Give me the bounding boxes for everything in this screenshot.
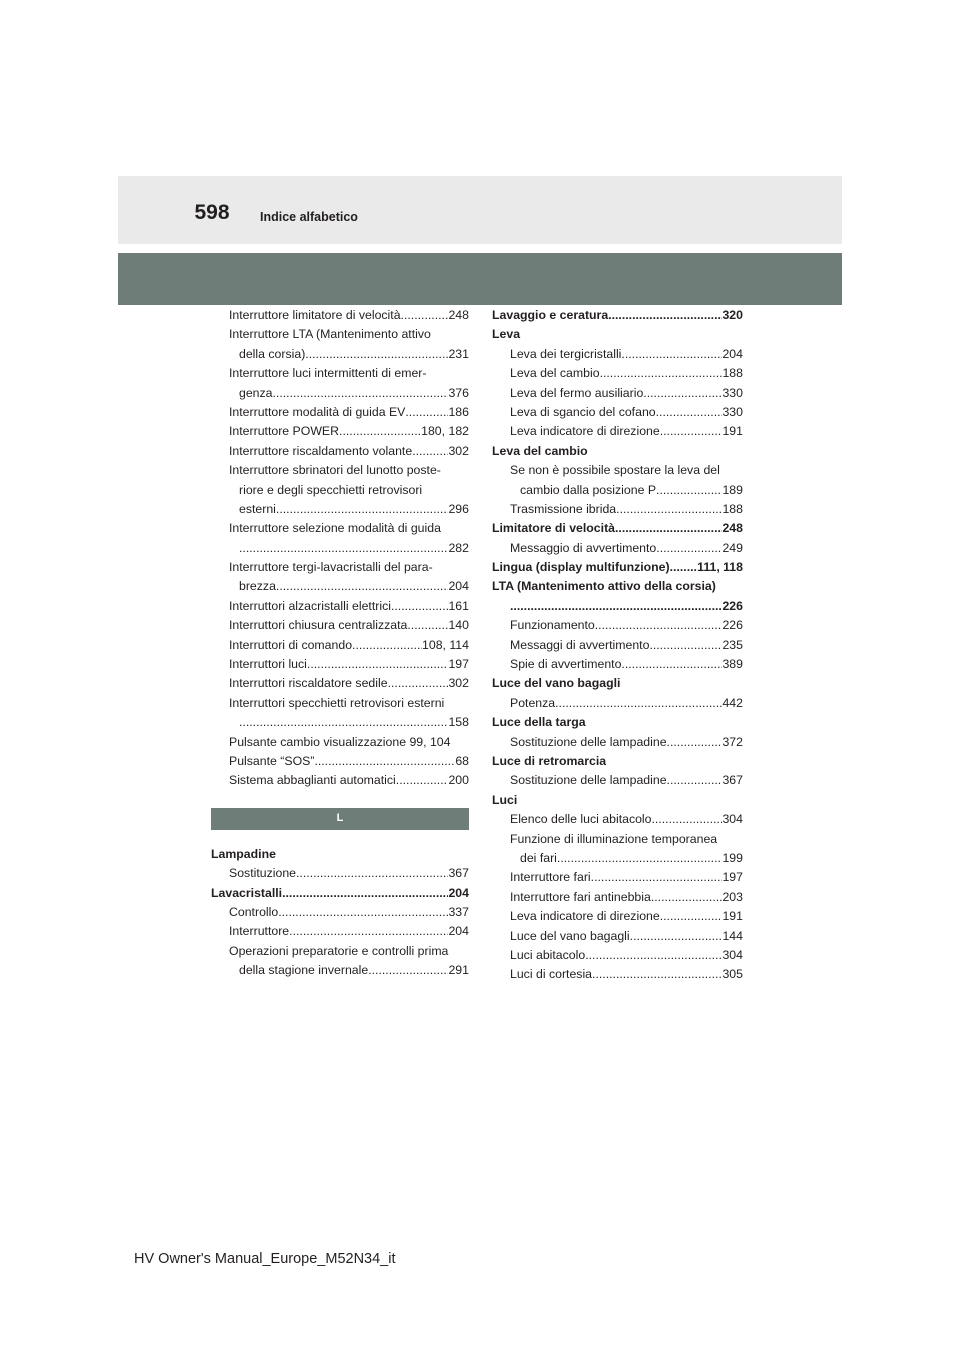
entry-page-ref: 180, 182 — [421, 424, 469, 439]
entry-text: della stagione invernale — [239, 963, 369, 978]
dot-leader — [649, 636, 722, 655]
index-entry — [211, 577, 469, 596]
entry-page-ref: 304 — [722, 947, 743, 962]
entry-text: Interruttori riscaldatore sedile — [229, 676, 388, 691]
index-entry — [492, 694, 743, 713]
index-entry — [492, 791, 743, 810]
entry-page-ref: 226 — [722, 598, 743, 613]
index-entry — [211, 884, 469, 903]
index-entry — [492, 481, 743, 500]
dot-leader — [296, 864, 448, 883]
entry-page-ref: 389 — [722, 657, 743, 672]
dot-leader — [314, 752, 455, 771]
entry-page-ref: 249 — [722, 540, 743, 555]
index-entry — [211, 539, 469, 558]
entry-page-ref: 305 — [722, 967, 743, 982]
dot-leader — [239, 713, 448, 732]
entry-page-ref: 108, 114 — [422, 637, 469, 652]
index-entry — [492, 442, 743, 461]
entry-page-ref: 302 — [448, 443, 469, 458]
entry-text: Interruttore riscaldamento volante — [229, 443, 413, 458]
dot-leader — [391, 597, 449, 616]
entry-page-ref: 282 — [448, 540, 469, 555]
dot-leader — [282, 884, 448, 903]
entry-text: Lampadine — [211, 846, 276, 861]
index-entry — [492, 849, 743, 868]
dot-leader — [289, 922, 448, 941]
entry-page-ref: 226 — [722, 618, 743, 633]
index-entry — [492, 558, 743, 577]
index-entry — [211, 752, 469, 771]
index-entry — [211, 845, 469, 864]
dot-leader — [555, 694, 722, 713]
letter-section-band — [211, 808, 469, 830]
entry-text: della corsia) — [239, 346, 306, 361]
entry-page-ref: 203 — [722, 889, 743, 904]
entry-page-ref: 330 — [722, 385, 743, 400]
index-entry — [492, 713, 743, 732]
entry-text: Interruttore sbrinatori del lunotto poste- — [229, 463, 441, 478]
dot-leader — [401, 306, 449, 325]
entry-text: Interruttore POWER — [229, 424, 340, 439]
dot-leader — [643, 384, 722, 403]
index-entry — [492, 907, 743, 926]
entry-text: Leva dei tergicristalli — [510, 346, 622, 361]
entry-text: Lavacristalli — [211, 885, 283, 900]
dot-leader — [352, 636, 422, 655]
dot-leader — [660, 422, 723, 441]
entry-text: Leva indicatore di direzione — [510, 424, 660, 439]
dot-leader — [616, 500, 722, 519]
entry-text: Luce di retromarcia — [492, 753, 607, 768]
dot-leader — [656, 539, 722, 558]
index-entry — [492, 636, 743, 655]
entry-page-ref: 231 — [448, 346, 469, 361]
entry-text: Lingua (display multifunzione) — [492, 560, 670, 575]
dot-leader — [585, 946, 722, 965]
index-entry — [492, 655, 743, 674]
index-entry — [211, 713, 469, 732]
dot-leader — [656, 481, 722, 500]
dot-leader — [407, 616, 448, 635]
index-entry — [211, 384, 469, 403]
entry-text: Messaggio di avvertimento — [510, 540, 657, 555]
entry-text: Interruttore fari antinebbia — [510, 889, 651, 904]
entry-text: LTA (Mantenimento attivo della corsia) — [492, 579, 716, 594]
index-entry — [492, 674, 743, 693]
entry-text: Interruttori chiusura centralizzata — [229, 618, 408, 633]
dot-leader — [595, 616, 723, 635]
dot-leader — [652, 810, 723, 829]
entry-list-i-section — [211, 306, 469, 791]
entry-page-ref: 291 — [448, 963, 469, 978]
dot-leader — [608, 306, 722, 325]
dot-leader — [239, 539, 448, 558]
page-number: 598 — [194, 201, 230, 224]
section-letter: L — [336, 812, 344, 825]
index-entry — [211, 306, 469, 325]
entry-text: Sostituzione delle lampadine — [510, 773, 667, 788]
entry-text: dei fari — [520, 850, 557, 865]
entry-text: Interruttore fari — [510, 870, 591, 885]
dot-leader — [276, 577, 449, 596]
index-entry — [211, 694, 469, 713]
dot-leader — [592, 965, 722, 984]
entry-page-ref: 248 — [448, 308, 469, 322]
dot-leader — [339, 422, 421, 441]
index-entry — [492, 597, 743, 616]
index-entry — [492, 461, 743, 480]
entry-text: Pulsante cambio visualizzazione 99, 104 — [229, 734, 451, 749]
entry-page-ref: 204 — [448, 885, 469, 900]
index-entry — [211, 442, 469, 461]
entry-text: Interruttore — [229, 924, 290, 939]
dot-leader — [660, 907, 723, 926]
dot-leader — [667, 771, 723, 790]
entry-text: Leva di sgancio del cofano — [510, 404, 656, 419]
entry-page-ref: 161 — [448, 598, 469, 613]
index-entry — [211, 500, 469, 519]
index-entry — [211, 403, 469, 422]
entry-text: Operazioni preparatorie e controlli prima — [229, 943, 449, 958]
entry-text: Interruttore tergi-lavacristalli del para- — [229, 560, 433, 575]
index-entry — [211, 942, 469, 961]
index-entry — [492, 403, 743, 422]
entry-text: Funzione di illuminazione temporanea — [510, 831, 718, 846]
index-entry — [211, 461, 469, 480]
index-entry — [492, 384, 743, 403]
index-entry — [211, 864, 469, 883]
index-column-right — [492, 306, 743, 985]
entry-text: esterni — [239, 501, 276, 516]
index-entry — [492, 868, 743, 887]
index-entry — [492, 345, 743, 364]
entry-text: Interruttore limitatore di velocità — [229, 308, 401, 322]
index-entry — [211, 597, 469, 616]
dot-leader — [396, 771, 449, 790]
entry-page-ref: 302 — [448, 676, 469, 691]
entry-text: Leva del cambio — [492, 443, 588, 458]
index-entry — [492, 577, 743, 596]
entry-page-ref: 372 — [722, 734, 743, 749]
entry-text: Se non è possibile spostare la leva del — [510, 463, 720, 478]
dot-leader — [276, 500, 449, 519]
index-entry — [492, 888, 743, 907]
entry-text: Interruttori alzacristalli elettrici — [229, 598, 391, 613]
dot-leader — [651, 888, 723, 907]
index-entry — [211, 325, 469, 344]
index-entry — [211, 481, 469, 500]
entry-text: Interruttore LTA (Mantenimento attivo — [229, 327, 431, 342]
entry-text: genza — [239, 385, 273, 400]
index-entry — [492, 325, 743, 344]
entry-text: Luci — [492, 792, 518, 807]
index-entry — [211, 903, 469, 922]
section-title: Indice alfabetico — [260, 210, 358, 224]
entry-page-ref: 158 — [448, 715, 469, 730]
index-entry — [492, 946, 743, 965]
index-entry — [211, 616, 469, 635]
entry-text: Interruttori luci — [229, 657, 307, 672]
dot-leader — [591, 868, 723, 887]
entry-text: Interruttori specchietti retrovisori esterni — [229, 695, 445, 710]
entry-text: Spie di avvertimento — [510, 657, 622, 672]
dot-leader — [621, 345, 722, 364]
index-entry — [492, 927, 743, 946]
entry-text: Interruttori di comando — [229, 637, 353, 652]
entry-text: Luci abitacolo — [510, 947, 586, 962]
entry-text: Sostituzione delle lampadine — [510, 734, 667, 749]
entry-text: Luci di cortesia — [510, 967, 593, 982]
entry-text: brezza — [239, 579, 276, 594]
index-entry — [492, 752, 743, 771]
dot-leader — [305, 345, 448, 364]
entry-text: riore e degli specchietti retrovisori — [239, 482, 423, 497]
index-entry — [211, 636, 469, 655]
entry-page-ref: 186 — [448, 404, 469, 419]
entry-page-ref: 367 — [448, 866, 469, 881]
index-entry — [211, 345, 469, 364]
entry-text: Limitatore di velocità — [492, 521, 615, 536]
entry-page-ref: 188 — [722, 501, 743, 516]
index-entry — [492, 306, 743, 325]
entry-text: Interruttore luci intermittenti di emer- — [229, 366, 427, 381]
entry-page-ref: 204 — [448, 579, 469, 594]
entry-page-ref: 376 — [448, 385, 469, 400]
index-entry — [211, 519, 469, 538]
entry-page-ref: 68 — [455, 753, 469, 768]
dot-leader — [615, 519, 722, 538]
index-entry — [211, 922, 469, 941]
entry-text: Leva del fermo ausiliario — [510, 385, 644, 400]
entry-text: Lavaggio e ceratura — [492, 308, 609, 322]
dot-leader — [388, 674, 449, 693]
entry-text: Leva del cambio — [510, 366, 600, 381]
index-entry — [211, 364, 469, 383]
entry-page-ref: 337 — [448, 904, 469, 919]
entry-page-ref: 191 — [722, 424, 743, 439]
dot-leader — [405, 403, 448, 422]
entry-page-ref: 248 — [722, 521, 743, 536]
index-entry — [492, 733, 743, 752]
index-entry — [492, 616, 743, 635]
index-entry — [211, 961, 469, 980]
entry-page-ref: 111, 118 — [697, 560, 743, 575]
entry-text: Luce del vano bagagli — [492, 676, 621, 691]
header-band — [118, 253, 842, 305]
index-entry — [492, 364, 743, 383]
entry-page-ref: 442 — [722, 695, 743, 710]
entry-page-ref: 320 — [722, 308, 743, 322]
index-entry — [492, 810, 743, 829]
entry-page-ref: 197 — [722, 870, 743, 885]
dot-leader — [278, 903, 448, 922]
entry-page-ref: 189 — [722, 482, 743, 497]
index-entry — [211, 655, 469, 674]
dot-leader — [630, 927, 723, 946]
dot-leader — [656, 403, 723, 422]
entry-text: Luce della targa — [492, 715, 586, 730]
dot-leader — [670, 558, 698, 577]
entry-page-ref: 367 — [722, 773, 743, 788]
entry-page-ref: 200 — [448, 773, 469, 788]
entry-page-ref: 199 — [722, 850, 743, 865]
entry-page-ref: 191 — [722, 909, 743, 924]
entry-text: Leva — [492, 327, 521, 342]
footer-text: HV Owner's Manual_Europe_M52N34_it — [134, 1251, 396, 1267]
entry-text: Messaggi di avvertimento — [510, 637, 650, 652]
index-entry — [492, 539, 743, 558]
entry-text: Pulsante “SOS” — [229, 753, 315, 768]
index-entry — [211, 771, 469, 790]
index-entry — [211, 733, 469, 752]
entry-text: Sostituzione — [229, 866, 296, 881]
dot-leader — [368, 961, 448, 980]
entry-text: Controllo — [229, 904, 279, 919]
index-entry — [492, 771, 743, 790]
dot-leader — [600, 364, 723, 383]
index-entry — [492, 830, 743, 849]
index-entry — [211, 674, 469, 693]
entry-page-ref: 204 — [448, 924, 469, 939]
dot-leader — [307, 655, 449, 674]
entry-page-ref: 204 — [722, 346, 743, 361]
entry-page-ref: 197 — [448, 657, 469, 672]
entry-text: cambio dalla posizione P — [520, 482, 657, 497]
entry-text: Trasmissione ibrida — [510, 501, 617, 516]
index-entry — [211, 422, 469, 441]
entry-text: Leva indicatore di direzione — [510, 909, 660, 924]
index-column-left — [211, 306, 469, 981]
entry-text: Elenco delle luci abitacolo — [510, 812, 652, 827]
entry-text: Potenza — [510, 695, 556, 710]
entry-page-ref: 304 — [722, 812, 743, 827]
entry-list-l-section — [211, 845, 469, 981]
dot-leader — [621, 655, 722, 674]
index-entry — [492, 519, 743, 538]
index-entry — [211, 558, 469, 577]
entry-page-ref: 330 — [722, 404, 743, 419]
entry-page-ref: 296 — [448, 501, 469, 516]
index-entry — [492, 422, 743, 441]
entry-text: Sistema abbaglianti automatici — [229, 773, 396, 788]
dot-leader — [557, 849, 723, 868]
entry-page-ref: 235 — [722, 637, 743, 652]
dot-leader — [412, 442, 448, 461]
entry-text: Luce del vano bagagli — [510, 928, 630, 943]
entry-page-ref: 188 — [722, 366, 743, 381]
index-entry — [492, 500, 743, 519]
dot-leader — [510, 597, 722, 616]
dot-leader — [667, 733, 723, 752]
entry-text: Interruttore selezione modalità di guida — [229, 521, 441, 536]
dot-leader — [273, 384, 449, 403]
entry-text: Interruttore modalità di guida EV — [229, 404, 406, 419]
entry-text: Funzionamento — [510, 618, 595, 633]
index-entry — [492, 965, 743, 984]
entry-page-ref: 140 — [448, 618, 469, 633]
entry-page-ref: 144 — [722, 928, 743, 943]
